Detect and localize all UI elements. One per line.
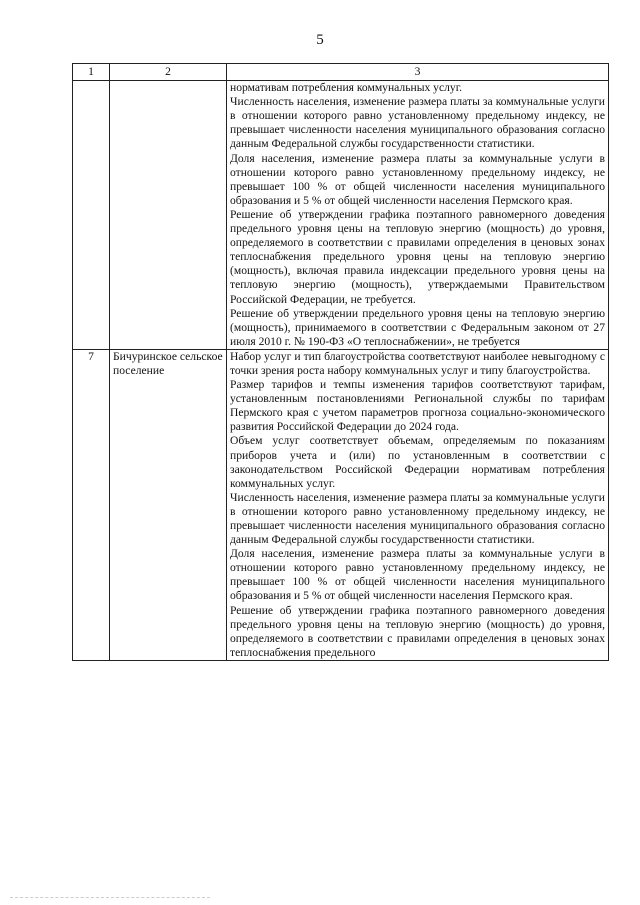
row-number: 7 [73, 349, 110, 660]
column-header: 3 [227, 64, 609, 81]
paragraph: Набор услуг и тип благоустройства соответствуют наиболее невыгодному с точки зрения роста набору коммунальных услуг и типу благоустройства. [230, 349, 605, 377]
paragraph: Численность населения, изменение размера платы за коммунальные услуги в отношении которого равно установленному предельному индексу, не превышает численности населения муниципального образования согласно данным Федеральной службы государственности статистики. [230, 490, 605, 547]
row-number [73, 81, 110, 350]
column-header: 2 [110, 64, 227, 81]
paragraph: Размер тарифов и темпы изменения тарифов соответствуют тарифам, установленным постановлениями Региональной службы по тарифам Пермского края с учетом параметров прогноза социально-экономического развития Российской Федерации до 2024 года. [230, 378, 605, 434]
scan-edge-line [10, 897, 210, 898]
paragraph: Объем услуг соответствует объемам, определяемым по показаниям приборов учета и (или) по установленным в соответствии с законодательством Российской Федерации нормативам потребления коммунальных услуг. [230, 434, 605, 490]
table-header-row [73, 64, 609, 81]
page-number: 5 [316, 32, 324, 48]
column-header: 1 [73, 64, 110, 81]
conditions-cell [227, 81, 609, 350]
paragraph: нормативам потребления коммунальных услуг. [230, 81, 463, 95]
paragraph: Доля населения, изменение размера платы за коммунальные услуги в отношении которого равно установленному предельному индексу, не превышает 100 % от общей численности населения муниципального образования и 5 % от общей численности населения Пермского края. [230, 151, 605, 207]
conditions-cell [227, 349, 609, 660]
table-row [73, 349, 609, 660]
table-row [73, 81, 609, 350]
paragraph: Численность населения, изменение размера платы за коммунальные услуги в отношении которого равно установленному предельному индексу, не превышает численности населения муниципального образования согласно данным Федеральной службы государственности статистики. [230, 95, 605, 151]
paragraph: Решение об утверждении графика поэтапного равномерного доведения предельного уровня цены на тепловую энергию (мощность) до уровня, определяемого в соответствии с правилами определения в ценовых зонах теплоснабжения предельного уровня цены на тепловую энергию (мощность), включая правила индексации предельного уровня цены на тепловую энергию (мощность), утверждаемыми Правительством Российской Федерации, не требуется. [230, 207, 605, 306]
document-table [72, 63, 609, 661]
municipality-name [110, 81, 227, 350]
municipality-name: Бичуринское сельское поселение [110, 349, 227, 660]
paragraph: Решение об утверждении графика поэтапного равномерного доведения предельного уровня цены на тепловую энергию (мощность) до уровня, определяемого в соответствии с правилами определения в ценовых зонах теплоснабжения предельного [230, 603, 605, 659]
paragraph: Доля населения, изменение размера платы за коммунальные услуги в отношении которого равно установленному предельному индексу, не превышает 100 % от общей численности населения муниципального образования и 5 % от общей численности населения Пермского края. [230, 547, 605, 603]
paragraph: Решение об утверждении предельного уровня цены на тепловую энергию (мощность), принимаемого в соответствии с Федеральным законом от 27 июля 2010 г. № 190-ФЗ «О теплоснабжении», не требуется [230, 306, 605, 348]
